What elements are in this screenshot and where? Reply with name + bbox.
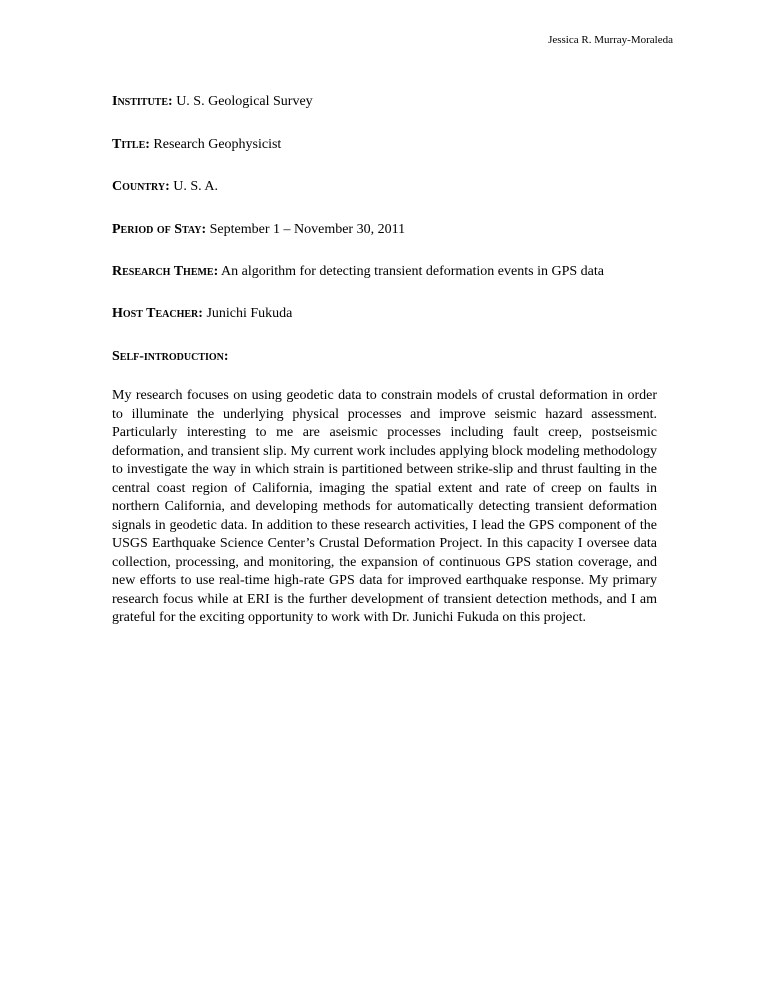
field-self-introduction: [112, 348, 229, 366]
page-header-author: Jessica R. Murray-Moraleda: [548, 34, 673, 46]
theme-label: Research Theme:: [112, 264, 219, 279]
host-value: Junichi Fukuda: [206, 306, 293, 321]
country-label: Country:: [112, 179, 170, 194]
period-label: Period of Stay:: [112, 222, 207, 237]
institute-value: U. S. Geological Survey: [176, 94, 313, 109]
field-institute: [112, 93, 313, 111]
field-country: [112, 178, 218, 196]
field-host-teacher: [112, 305, 292, 323]
title-label: Title:: [112, 137, 150, 152]
self-introduction-paragraph: My research focuses on using geodetic data to constrain models of crustal deformation in order to illuminate the underlying physical processes and improve seismic hazard assessment. Particularly interesting to me are aseismic processes including fault creep, postseismic deformation, and transient slip. My current work includes applying block modeling methodology to investigate the way in which strain is partitioned between strike-slip and thrust faulting in the central coast region of California, imaging the spatial extent and rate of creep on faults in northern California, and developing methods for automatically detecting transient deformation signals in geodetic data. In addition to these research activities, I lead the GPS component of the USGS Earthquake Science Center’s Crustal Deformation Project. In this capacity I oversee data collection, processing, and monitoring, the expansion of continuous GPS station coverage, and new efforts to use real-time high-rate GPS data for improved earthquake response. My primary research focus while at ERI is the further development of transient detection methods, and I am grateful for the exciting opportunity to work with Dr. Junichi Fukuda on this project.: [112, 388, 657, 625]
host-label: Host Teacher:: [112, 306, 203, 321]
theme-value: An algorithm for detecting transient deformation events in GPS data: [221, 264, 604, 279]
self-intro-label: Self-introduction:: [112, 349, 229, 364]
title-value: Research Geophysicist: [153, 137, 282, 152]
institute-label: Institute:: [112, 94, 173, 109]
field-research-theme: [112, 263, 604, 281]
field-title: [112, 136, 281, 154]
field-period-of-stay: [112, 221, 405, 239]
period-value: September 1 – November 30, 2011: [209, 222, 406, 237]
country-value: U. S. A.: [173, 179, 218, 194]
